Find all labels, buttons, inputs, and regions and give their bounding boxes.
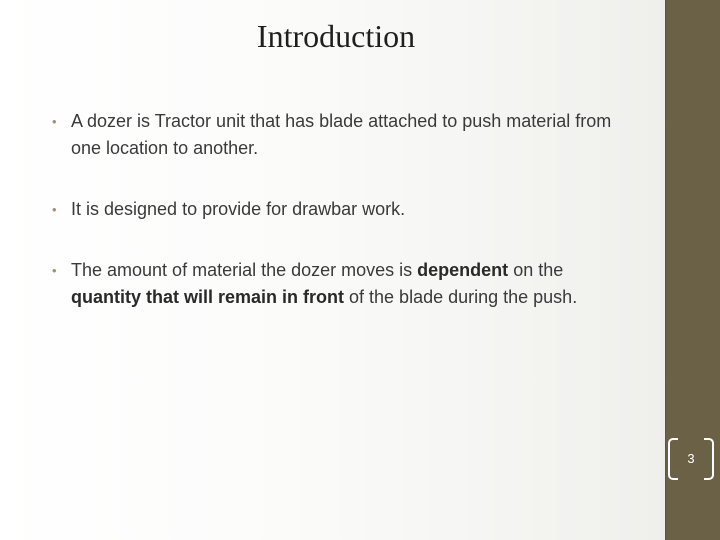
bullet-dot-icon: • xyxy=(52,202,57,217)
bullet-emphasis-dependent: dependent xyxy=(417,260,509,280)
bullet-emphasis-quantity: quantity that will remain in front xyxy=(71,287,345,307)
bullet-item-2 xyxy=(52,196,632,223)
bullet-dot-icon: • xyxy=(52,263,57,278)
bullet-dot-icon: • xyxy=(52,114,57,129)
bullet-text: It is designed to provide for drawbar work. xyxy=(71,199,406,219)
bullet-list xyxy=(52,108,632,311)
page-number-badge xyxy=(665,438,717,478)
bullet-item-3 xyxy=(52,257,632,311)
slide-title xyxy=(0,18,672,55)
bullet-text: A dozer is Tractor unit that has blade attached to push material from one location to another. xyxy=(71,111,612,158)
bullet-text xyxy=(71,260,577,307)
page-number: 3 xyxy=(687,451,695,466)
slide-title-text: Introduction xyxy=(256,18,416,54)
bullet-text-segment: The amount of material the dozer moves is xyxy=(71,260,418,280)
bullet-text-segment: on the xyxy=(508,260,564,280)
bullet-text-segment: of the blade during the push. xyxy=(344,287,578,307)
bullet-item-1 xyxy=(52,108,632,162)
